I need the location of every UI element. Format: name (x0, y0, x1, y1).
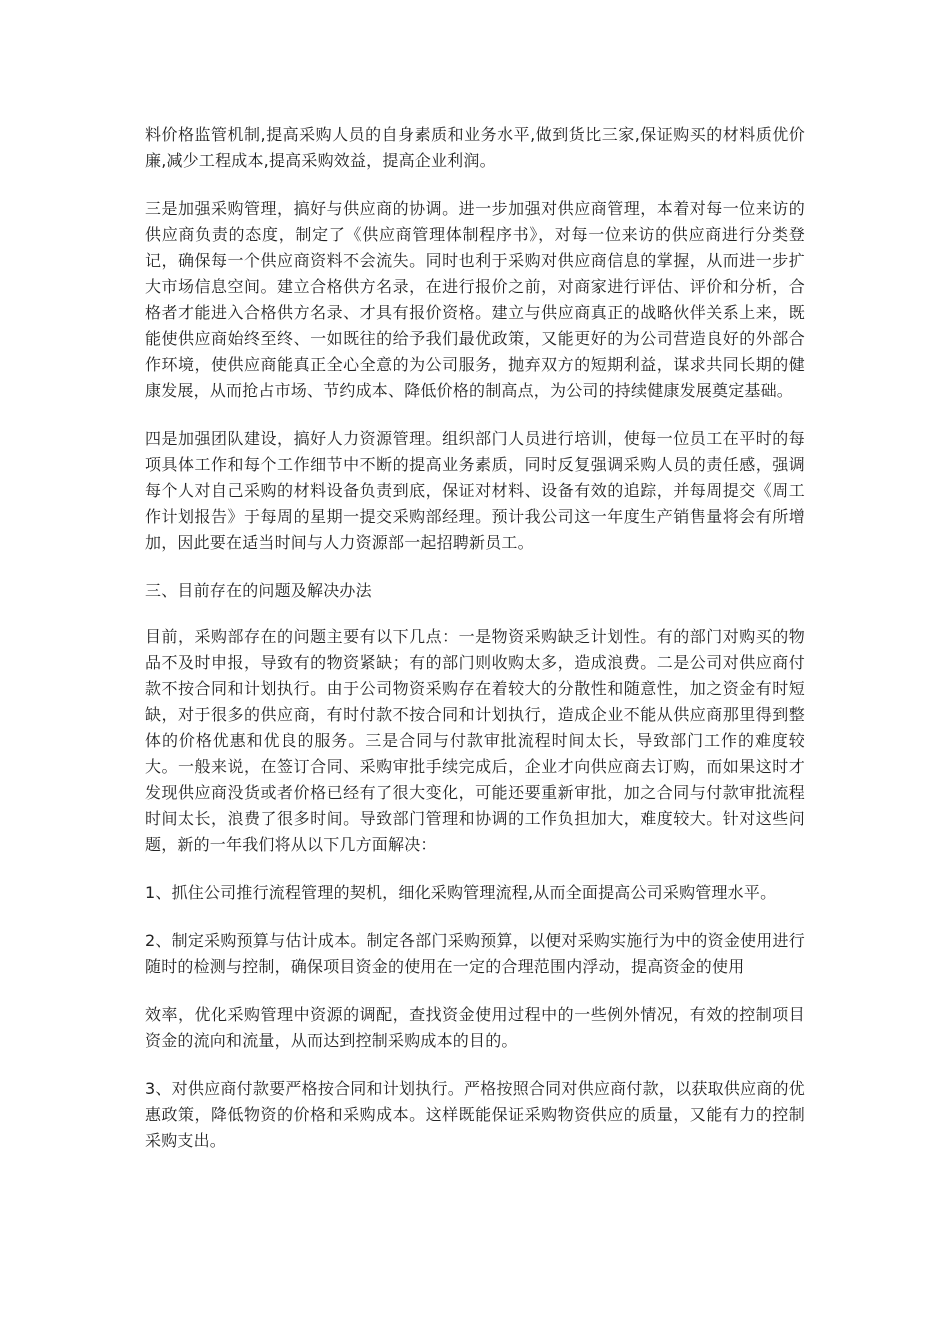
paragraph-current-problems: 目前，采购部存在的问题主要有以下几点：一是物资采购缺乏计划性。有的部门对购买的物品不及时申报，导致有的物资紧缺；有的部门则收购太多，造成浪费。二是公司对供应商付款不按合同和计划执行。由于公司物资采购存在着较大的分散性和随意性，加之资金有时短缺，对于很多的供应商，有时付款不按合同和计划执行，造成企业不能从供应商那里得到整体的价格优惠和优良的服务。三是合同与付款审批流程时间太长，导致部门工作的难度较大。一般来说，在签订合同、采购审批手续完成后，企业才向供应商去订购，而如果这时才发现供应商没货或者价格已经有了很大变化，可能还要重新审批，加之合同与付款审批流程时间太长，浪费了很多时间。导致部门管理和协调的工作负担加大，难度较大。针对这些问题，新的一年我们将从以下几方面解决： (145, 627, 805, 854)
paragraph-supplier-management: 三是加强采购管理，搞好与供应商的协调。进一步加强对供应商管理，本着对每一位来访的供应商负责的态度，制定了《供应商管理体制程序书》，对每一位来访的供应商进行分类登记，确保每一个供应商资料不会流失。同时也利于采购对供应商信息的掌握，从而进一步扩大市场信息空间。建立合格供方名录，在进行报价之前，对商家进行评估、评价和分析，合格者才能进入合格供方名录、才具有报价资格。建立与供应商真正的战略伙伴关系上来，既能使供应商始终至终、一如既往的给予我们最优政策，又能更好的为公司营造良好的外部合作环境，使供应商能真正全心全意的为公司服务，抛弃双方的短期利益，谋求共同长期的健康发展，从而抢占市场、节约成本、降低价格的制高点，为公司的持续健康发展奠定基础。 (145, 199, 805, 400)
document-body (145, 122, 805, 1176)
paragraph-price-supervision: 料价格监管机制,提高采购人员的自身素质和业务水平,做到货比三家,保证购买的材料质优价廉,减少工程成本,提高采购效益，提高企业利润。 (145, 125, 805, 170)
section-heading-problems: 三、目前存在的问题及解决办法 (145, 581, 372, 600)
paragraph-team-building: 四是加强团队建设，搞好人力资源管理。组织部门人员进行培训，使每一位员工在平时的每项具体工作和每个工作细节中不断的提高业务素质，同时反复强调采购人员的责任感，强调每个人对自己采购的材料设备负责到底，保证对材料、设备有效的追踪，并每周提交《周工作计划报告》于每周的星期一提交采购部经理。预计我公司这一年度生产销售量将会有所增加，因此要在适当时间与人力资源部一起招聘新员工。 (145, 429, 805, 552)
list-item-3: 3、对供应商付款要严格按合同和计划执行。严格按照合同对供应商付款，以获取供应商的优惠政策，降低物资的价格和采购成本。这样既能保证采购物资供应的质量，又能有力的控制采购支出。 (145, 1079, 805, 1150)
list-item-2-continued: 效率，优化采购管理中资源的调配，查找资金使用过程中的一些例外情况，有效的控制项目资金的流向和流量，从而达到控制采购成本的目的。 (145, 1005, 805, 1050)
list-item-1: 1、抓住公司推行流程管理的契机，细化采购管理流程,从而全面提高公司采购管理水平。 (145, 883, 777, 902)
list-item-2: 2、制定采购预算与估计成本。制定各部门采购预算，以便对采购实施行为中的资金使用进行随时的检测与控制，确保项目资金的使用在一定的合理范围内浮动，提高资金的使用 (145, 931, 805, 976)
